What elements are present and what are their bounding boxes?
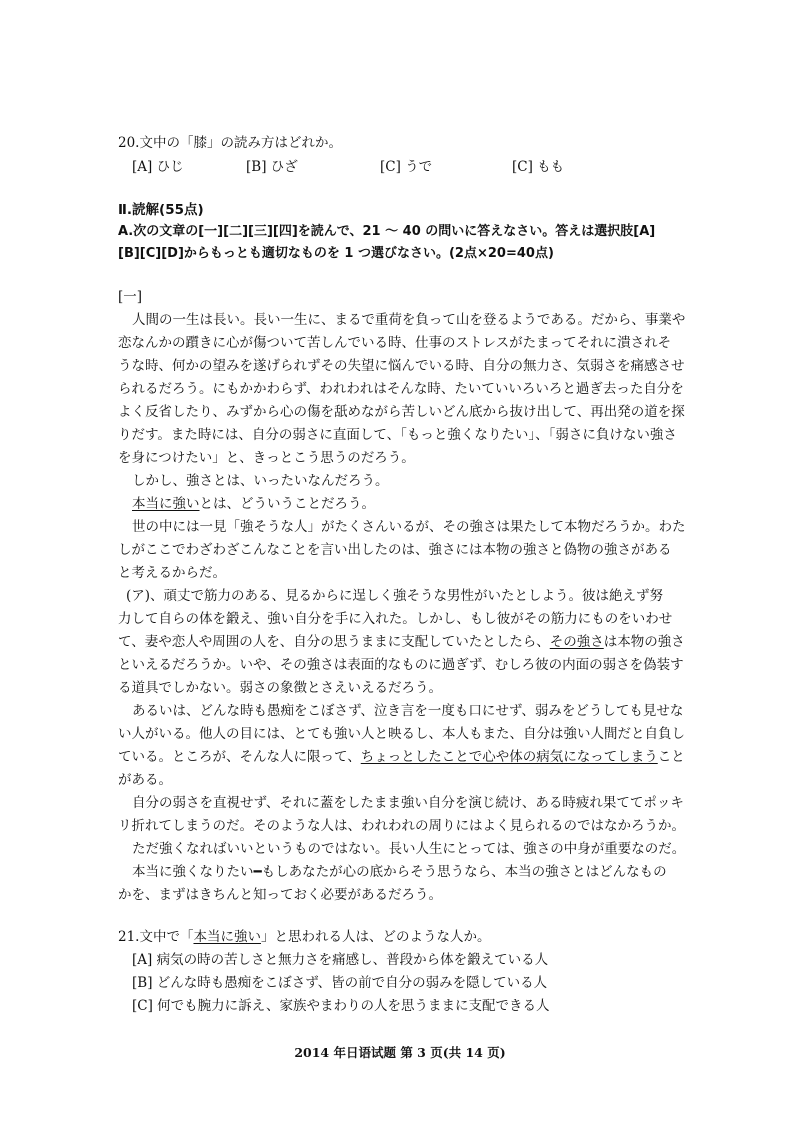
page-footer: 2014 年日语试题 第 3 页(共 14 页) <box>294 1045 506 1060</box>
passage-p1-line: うな時、何かの望みを遂げられずその失望に悩んでいる時、自分の無力さ、気弱さを痛感させ <box>118 358 685 374</box>
section-instruction-line2: [B][C][D]からもっとも適切なものを 1 つ選びなさい。(2点×20=40点) <box>118 246 554 261</box>
q21-option-a: [A] 病気の時の苦しさと無力さを痛感し、普段から体を鍛えている人 <box>132 952 549 968</box>
passage-p1-line: 人間の一生は長い。長い一生に、まるで重荷を負って山を登るようである。だから、事業や <box>132 312 686 328</box>
passage-p7-line: リ折れてしまうのだ。そのような人は、われわれの周りにはよく見られるのではなかろうか。 <box>118 818 685 834</box>
q21-option-c: [C] 何でも腕力に訴え、家族やまわりの人を思うままに支配できる人 <box>132 998 550 1014</box>
passage-p3 <box>132 494 375 514</box>
q21-stem-pre: 21.文中で「 <box>118 929 194 945</box>
passage-p6-line: い人がいる。他人の目には、とても強い人と映るし、本人もまた、自分は強い人間だと自負し <box>118 726 685 742</box>
passage-p7-line: 自分の弱さを直視せず、それに蓋をしたまま強い自分を演じ続け、ある時疲れ果ててポッキ <box>132 795 684 811</box>
passage-p1-line: よく反省したり、みずから心の傷を舐めながら苦しいどん底から抜け出して、再出発の道を探 <box>118 404 685 420</box>
underlined-phrase: 本当に強い <box>132 496 200 512</box>
q21-option-b: [B] どんな時も愚痴をこぼさず、皆の前で自分の弱みを隠している人 <box>132 975 548 991</box>
q20-option-a: [A] ひじ <box>132 159 184 175</box>
passage-p3-rest: とは、どういうことだろう。 <box>199 496 375 512</box>
passage-p5-line: る道具でしかない。弱さの象徴とさえいえるだろう。 <box>118 680 442 696</box>
passage-p1-line: 恋なんかの躓きに心が傷ついて苦しんでいる時、仕事のストレスがたまってそれに潰されそ <box>118 335 672 351</box>
passage-p5-line: (ア)、頑丈で筋力のある、見るからに逞しく強そうな男性がいたとしよう。彼は絶えず努 <box>126 588 664 604</box>
section-instruction-line1: A.次の文章の[一][二][三][四]を読んで、21 ～ 40 の問いに答えなさい。答えは選択肢[A] <box>118 224 656 239</box>
passage-p6-line: がある。 <box>118 772 172 788</box>
passage-p2: しかし、強さとは、いったいなんだろう。 <box>132 473 389 489</box>
q20-option-b: [B] ひざ <box>246 159 298 175</box>
passage-p6-line: あるいは、どんな時も愚痴をこぼさず、泣き言を一度も口にせず、弱みをどうしても見せな <box>132 703 684 719</box>
q21-stem-post: 」と思われる人は、どのような人か。 <box>260 929 491 945</box>
passage-p5-line <box>118 632 685 652</box>
passage-p4-line: と考えるからだ。 <box>118 565 226 581</box>
passage-p5-line: といえるだろうか。いや、その強さは表面的なものに過ぎず、むしろ彼の内面の弱さを偽装す <box>118 657 684 673</box>
passage-p1-line: りだす。また時には、自分の弱さに直面して、「もっと強くなりたい」、「弱さに負けない強さ <box>118 427 677 443</box>
q21-stem <box>118 927 490 947</box>
passage-p9-line: 本当に強くなりたい━もしあなたが心の底からそう思うなら、本当の強さとはどんなもの <box>132 864 667 880</box>
passage-p1-line: られるだろう。にもかかわらず、われわれはそんな時、たいていいろいろと過ぎ去った自分を <box>118 381 684 397</box>
passage-p4-line: しがここでわざわざこんなことを言い出したのは、強さには本物の強さと偽物の強さがある <box>118 542 672 558</box>
passage-p5-l3-pre: て、妻や恋人や周囲の人を、自分の思うままに支配していたとしたら、 <box>118 634 550 650</box>
passage-p6-l3-post: こと <box>657 749 685 765</box>
passage-p6-l3-pre: ている。ところが、そんな人に限って、 <box>118 749 361 765</box>
q20-stem: 20.文中の「膝」の読み方はどれか。 <box>118 135 342 151</box>
passage-p5-l3-post: は本物の強さ <box>603 634 685 650</box>
underlined-phrase: ちょっとしたことで心や体の病気になってしまう <box>360 749 658 765</box>
passage-p6-line <box>118 747 685 767</box>
passage-p5-line: 力して自らの体を鍛え、強い自分を手に入れた。しかし、もし彼がその筋力にものをいわせ <box>118 611 673 627</box>
passage-label: [一] <box>118 289 143 305</box>
underlined-phrase: その強さ <box>549 634 604 650</box>
passage-p8: ただ強くなればいいというものではない。長い人生にとっては、強さの中身が重要なのだ。 <box>132 841 686 857</box>
section-title: Ⅱ.読解(55点) <box>118 202 204 218</box>
q20-option-d: [C] もも <box>512 159 565 175</box>
passage-p4-line: 世の中には一見「強そうな人」がたくさんいるが、その強さは果たして本物だろうか。わた <box>132 519 686 535</box>
passage-p1-line: を身につけたい」と、きっとこう思うのだろう。 <box>118 450 415 466</box>
q20-option-c: [C] うで <box>380 159 433 175</box>
passage-p9-line: かを、まずはきちんと知っておく必要があるだろう。 <box>118 887 442 903</box>
underlined-phrase: 本当に強い <box>193 929 261 945</box>
